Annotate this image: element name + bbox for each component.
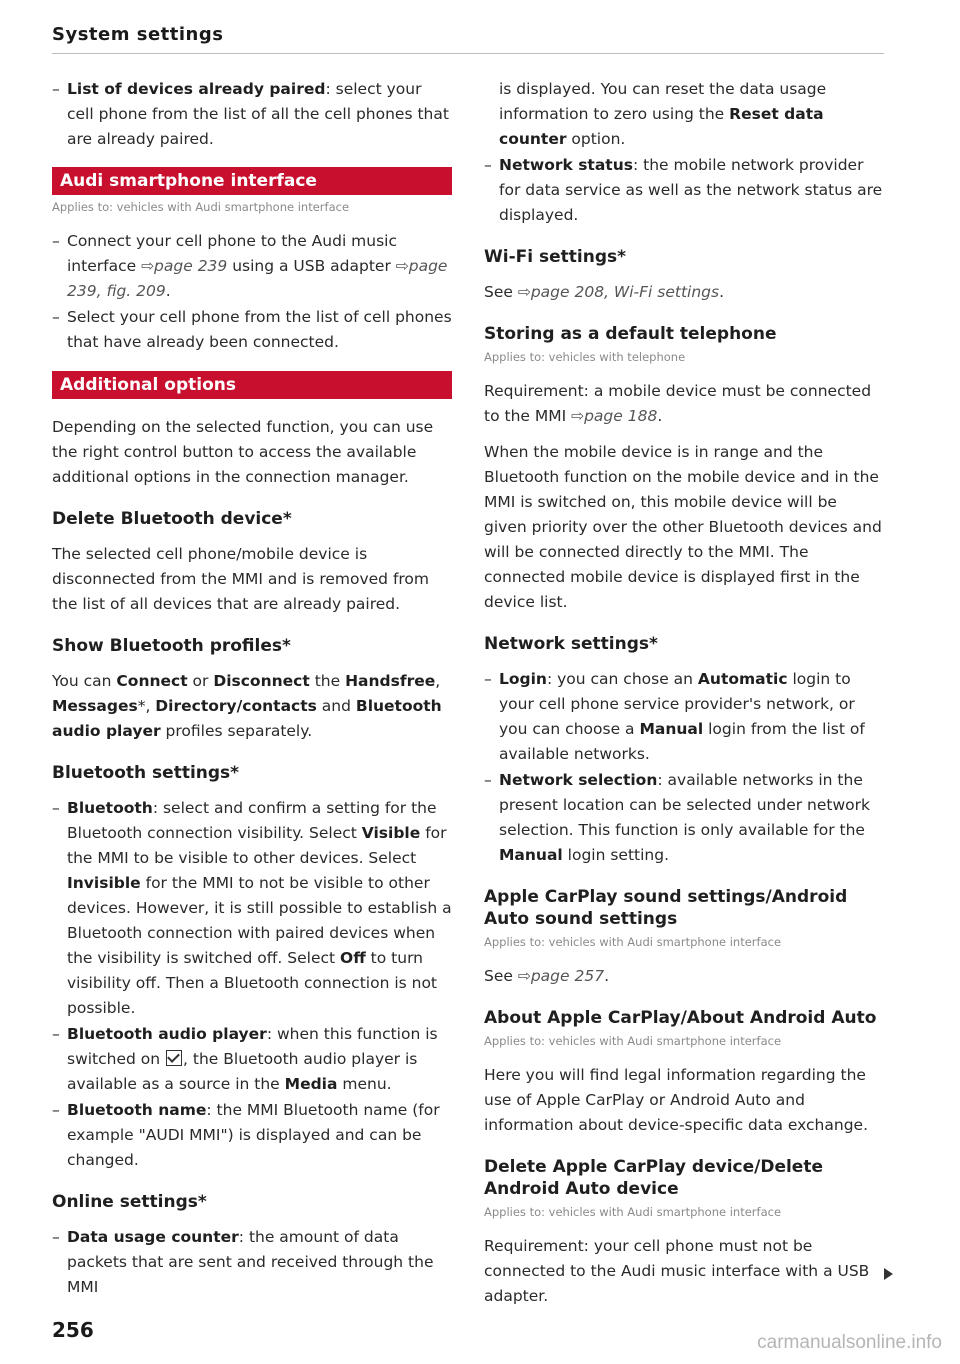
continue-arrow-icon <box>884 1268 893 1280</box>
right-column <box>484 77 884 1320</box>
paragraph: When the mobile device is in range and the Bluetooth function on the mobile device and in the MMI is switched on, this mobile device will be given priority over the other Bluetooth devices and will be connected directly to the MMI. The connected mobile device is displayed first in the device list. <box>484 443 882 611</box>
list-item: – Bluetooth: select and confirm a setting for the Bluetooth connection visibility. Select Visible for the MMI to be visible to other devices. Select Invisible for the MMI to not be visible to other devices. However, it is still possible to establish a Bluetooth connection with paired devices when the visibility is switched off. Select Off to turn visibility off. Then a Bluetooth connection is not possible. <box>52 799 452 1017</box>
list-item: – Network selection: available networks in the present location can be selected under network selection. This function is only available for the Manual login setting. <box>484 771 870 864</box>
paragraph: The selected cell phone/mobile device is disconnected from the MMI and is removed from the list of all devices that are already paired. <box>52 545 430 613</box>
checkbox-checked-icon <box>166 1050 182 1066</box>
bold-term: List of devices already paired <box>67 80 326 98</box>
section-band: Audi smartphone interface <box>52 167 452 195</box>
list-item: – Connect your cell phone to the Audi music interface ⇨page 239 using a USB adapter ⇨page 239, fig. 209. <box>52 232 448 300</box>
page-reference-link[interactable]: ⇨page 239, fig. 209 <box>67 257 448 300</box>
paragraph: Depending on the selected function, you can use the right control button to access the available additional options in the connection manager. <box>52 418 434 486</box>
paragraph: You can Connect or Disconnect the Handsfree, Messages*, Directory/contacts and Bluetooth audio player profiles separately. <box>52 672 442 740</box>
subheading: Bluetooth settings* <box>52 763 240 783</box>
paragraph: Requirement: your cell phone must not be connected to the Audi music interface with a USB adapter. <box>484 1237 870 1305</box>
page-header-title: System settings <box>52 24 224 45</box>
paragraph: See ⇨page 257. <box>484 967 609 985</box>
paragraph: See ⇨page 208, Wi-Fi settings. <box>484 283 725 301</box>
list-item-continued: is displayed. You can reset the data usage information to zero using the Reset data counter option. <box>499 80 827 148</box>
subheading: About Apple CarPlay/About Android Auto <box>484 1008 877 1028</box>
page-reference-link[interactable]: ⇨page 208, Wi-Fi settings <box>517 283 720 301</box>
subheading: Storing as a default telephone <box>484 324 777 344</box>
applies-note: Applies to: vehicles with Audi smartphone interface <box>484 1205 782 1219</box>
subheading: Online settings* <box>52 1192 207 1212</box>
subheading: Delete Bluetooth device* <box>52 509 292 529</box>
list-item: – Select your cell phone from the list of cell phones that have already been connected. <box>52 308 452 351</box>
list-item: – Data usage counter: the amount of data packets that are sent and received through the MMI <box>52 1228 434 1296</box>
page-reference-link[interactable]: ⇨page 239 <box>141 257 228 275</box>
left-column <box>52 77 452 1301</box>
subheading: Wi-Fi settings* <box>484 247 627 267</box>
section-band: Additional options <box>52 371 452 399</box>
list-item: – Bluetooth audio player: when this function is switched on , the Bluetooth audio player is available as a source in the Media menu. <box>52 1025 438 1093</box>
subheading: Apple CarPlay sound settings/Android Auto sound settings <box>484 887 848 929</box>
header-divider <box>52 53 884 54</box>
page-reference-link[interactable]: ⇨page 257 <box>517 967 605 985</box>
list-item: – Login: you can chose an Automatic login to your cell phone service provider's network, or you can choose a Manual login from the list of available networks. <box>484 670 865 763</box>
applies-note: Applies to: vehicles with Audi smartphone interface <box>484 935 782 949</box>
applies-note: Applies to: vehicles with Audi smartphone interface <box>52 200 350 214</box>
paragraph: Requirement: a mobile device must be connected to the MMI ⇨page 188. <box>484 382 872 425</box>
subheading: Delete Apple CarPlay device/Delete Android Auto device <box>484 1157 823 1199</box>
subheading: Show Bluetooth profiles* <box>52 636 291 656</box>
subheading: Network settings* <box>484 634 658 654</box>
list-item: – Network status: the mobile network provider for data service as well as the network status are displayed. <box>484 156 883 224</box>
watermark-text: carmanualsonline.info <box>757 1332 942 1353</box>
applies-note: Applies to: vehicles with telephone <box>484 350 686 364</box>
applies-note: Applies to: vehicles with Audi smartphone interface <box>484 1034 782 1048</box>
paragraph: Here you will find legal information regarding the use of Apple CarPlay or Android Auto and information about device-specific data exchange. <box>484 1066 869 1134</box>
page-number: 256 <box>52 1318 94 1342</box>
list-item: – List of devices already paired: select your cell phone from the list of all the cell phones that are already paired. <box>52 80 449 148</box>
page-reference-link[interactable]: ⇨page 188 <box>571 407 658 425</box>
list-item: – Bluetooth name: the MMI Bluetooth name (for example "AUDI MMI") is displayed and can be changed. <box>52 1101 440 1169</box>
